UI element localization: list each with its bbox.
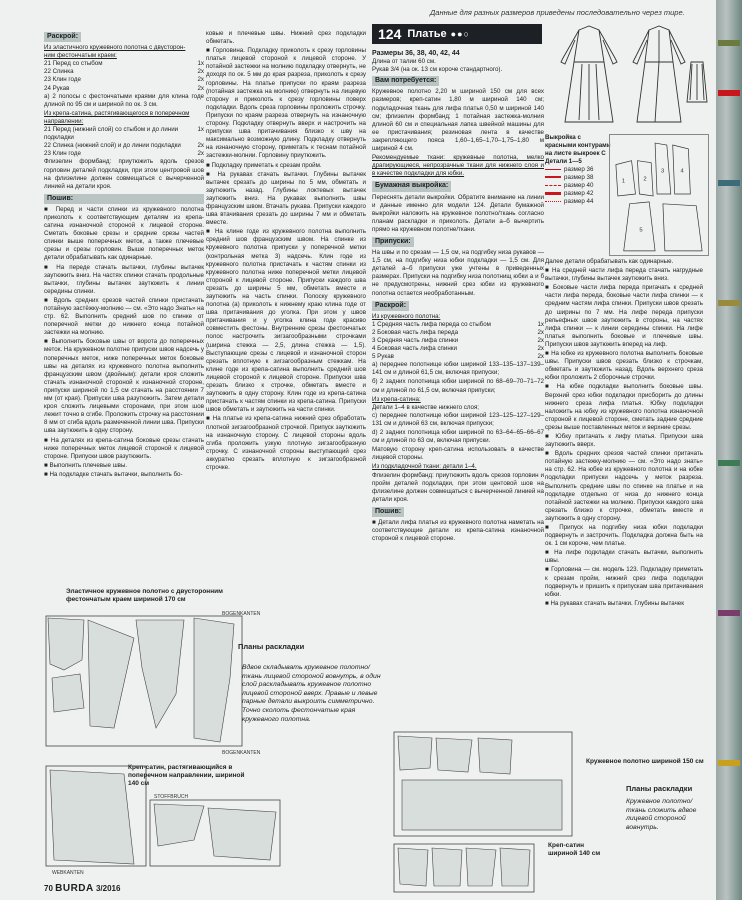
piece-row: 4 Боковая часть лифа спинки 2x [372, 345, 544, 353]
cut-c: с) переднее полотнище юбки шириной 123–125–127–129–131 см и длиной 63 см, включая припуски; [372, 411, 544, 427]
recommended-fabrics: Рекомендуемые ткани: кружевные полотна, мелко драпирующиеся, непрозрачные ткани для нижнего слоя и в качестве подкладки для юбки. [372, 154, 544, 178]
sewing-step: ■ Горловина — см. модель 123. Подкладку приметать к срезам пройм, нижний срез лифа подкладки подвернуть и пришить к припускам шва притачивания юбки. [545, 566, 703, 598]
legend-parts: Детали 1—5 [545, 158, 582, 165]
legend-title: Выкройка с красными контурами на листе выкроек С [545, 134, 611, 157]
issue-number: 3/2016 [95, 884, 121, 893]
legend-size-36: размер 36 [545, 166, 611, 174]
flizelin-note: Флизелин формбанд: приутюжить вдоль срезов горловин и пройм деталей подкладки, при этом центовой шов на флизелине должен совмещаться с вычерченной линией на детали кроя. [372, 471, 544, 503]
bogen-label-bottom: BOGENKANTEN [222, 750, 261, 756]
piece-row: 23 Клин годе 2x [44, 150, 204, 158]
length-line: Длина от талии 60 см. [372, 58, 436, 66]
plans-note-2: Кружевное полотно/ ткань сложить вдвое лицевой стороной вовнутрь. [626, 798, 697, 831]
section-pattern-heading: Бумажная выкройка: [372, 181, 451, 191]
piece-row: 21 Перед (нижний слой) со стыбом и до линии подкладки 1x [44, 126, 204, 142]
piece-row: 5 Рукав 2x [372, 353, 544, 361]
cut-b: б) 2 задних полотнища юбки шириной по 68–69–70–71–72 см и длиной по 61,5 см, включая припуски; [372, 378, 544, 394]
sewing-step: ■ Вдоль средних срезов частей спинки притачать потайную застежку-молнию — см. «Это надо знать» на стр. 62. На юбке из кружевного полотна и на юбке подкладки припуски надсечь у меток разреза. Выполнить средние швы по спинке на платье и на подкладке отдельно от низа до нижнего конца потайной застежки на молнию. Припуски каждого шва срезать близко к строчке, обметать вместе и заутюжить в одну сторону. [545, 450, 703, 522]
layout-plan-satin [44, 760, 284, 878]
sewing-step: ■ Юбку притачать к лифу платья. Припуски шва заутюжить вверх. [545, 432, 703, 449]
piece-row: 23 Клин годе 2x [44, 76, 204, 84]
satin-heading: Из крепа-сатина, растягивающегося в поперечном направлении: [44, 109, 190, 125]
sewing-step: ■ Выполнить плечевые швы. [44, 461, 128, 469]
sewing-step: ■ На средней части лифа переда стачать нагрудные вытачки, глубины вытачек заутюжить вниз. [545, 267, 703, 283]
section-allowances-heading: Припуски: [372, 237, 414, 247]
plans-note: Вдвое складывать кружевное полотно/ ткань лицевой стороной вовнутрь, в один слой раскладывать кружевное полотно лицевой стороной вверх. Правые и левые парные детали выкроить симметрично. Точно сколоть фестончатые края кружевного полотна. [242, 664, 381, 723]
svg-text:4: 4 [680, 168, 684, 175]
cutting-lace-line-1: Из эластичного кружевного полотна с двусторон- [44, 44, 186, 52]
bogen-label-top: BOGENKANTEN [222, 611, 261, 617]
dress-sketch [549, 22, 709, 132]
stoff-label: STOFFBRUCH [154, 794, 189, 800]
sewing-step: ■ На рукавах стачать вытачки. Глубины вытачек [545, 599, 684, 607]
model-title-bar [372, 24, 542, 44]
column-3 [372, 50, 544, 544]
sewing-step: ■ На деталях из крепа-сатина боковые срезы стачать ниже поперечных меток лицевой стороной к лицевой стороне. Припуски швов разутюжить. [44, 436, 204, 460]
section-sewing-heading: Пошив: [372, 507, 404, 517]
plans-title: Планы раскладки [238, 642, 305, 651]
sizes-line: Размеры 36, 38, 40, 42, 44 [372, 50, 460, 57]
satin-sub: Из крепа-сатина: [372, 395, 421, 403]
cutting-lace-line-2: ним фестончатым краем: [44, 52, 117, 60]
svg-text:1: 1 [621, 178, 626, 185]
difficulty-dots: ●●○ [450, 29, 470, 39]
legend-size-42: размер 42 [545, 190, 611, 198]
pattern-pieces-diagram [609, 134, 709, 256]
cut-d: d) 2 задних полотнища юбки шириной по 63–64–65–66–67 см и длиной по 63 см, включая припуски. [372, 429, 544, 445]
strip-note: а) 2 полосы с фестончатыми краями для клина годе длиной по 95 см и шириной по ок. 3 см. [44, 92, 204, 108]
page-number: 70 [44, 884, 53, 893]
column-2 [206, 30, 366, 473]
lining-sub: Из подкладочной ткани: детали 1–4. [372, 463, 477, 471]
materials-text: Кружевное полотно 2,20 м шириной 150 см для всех размеров; креп-сатин 1,80 м шириной 140 см; подкладочная ткань для лифа платья 0,50 м шириной 140 см; флизелин формбанд; 1 потайная застежка-молния длиной 60 см и специальная лапка швейной машины для ее пристачивания; резиновая лента в качестве закрепляющего пояса 1,60–1,65–1,70–1,75–1,80 м шириной 4 см. [372, 88, 544, 153]
legend-size-44: размер 44 [545, 198, 611, 206]
layout-plan-lace-150 [392, 728, 582, 840]
sewing-step: ковые и плечевые швы. Нижний срез подкладки обметать. [206, 30, 366, 46]
model-number: 124 [378, 26, 402, 42]
plan-satin-caption: Креп-сатин, растягивающийся в поперечном направлении, шириной 140 см [128, 764, 245, 787]
pattern-text: Переснять детали выкройки. Обратите внимание на линии и данные именно для модели 124. Детали бумажной выкройки наложить на кружевное полотно/ткань согласно планам раскладки и приколоть. Детали а–б вычертить прямо на кружевном полотне/ткани. [372, 193, 544, 233]
sewing-step: ■ На переде стачать вытачки, глубины вытачек заутюжить вниз. На частях спинки стачать продольные вытачки, глубины вытачек заутюжить к линии середины спинки. [44, 263, 204, 295]
piece-row: 22 Спинка (нижний слой) и до линии подкладки 2x [44, 142, 204, 150]
sleeve-line: Рукав 3/4 (на ок. 13 см короче стандартного). [372, 66, 503, 74]
section-materials-heading: Вам потребуется: [372, 76, 439, 86]
svg-text:5: 5 [639, 227, 643, 234]
piece-row: 22 Спинка 2x [44, 68, 204, 76]
legend-size-38: размер 38 [545, 174, 611, 182]
svg-text:2: 2 [643, 176, 647, 183]
sewing-step: ■ Горловина. Подкладку приколоть к срезу горловины платья лицевой стороной к лицевой стороне. У потайной застежки на молнию подкладку отвернуть, не доходя по ок. 5 мм до края разреза, приколоть к срезу горловины. На платье припуски по краям разреза (потайная застежка на молнию) отвернуть на лицевую сторону и приколоть к срезу горловины поверх подкладки. Вдоль среза горловины проложить строчку. Припуски по краям разреза отвернуть на изнаночную сторону. Подкладку отвернуть вверх и настрочить на припуски шва притачивания близко к шву на максимально возможную длину. Подкладку отвернуть на изнаночную сторону, приметать к теснам потайной застежки-молнии. Горловину приутюжить. [206, 47, 366, 160]
column-4 [545, 258, 703, 609]
svg-text:3: 3 [660, 168, 665, 175]
piece-row: 2 Боковая часть лифа переда 2x [372, 328, 544, 336]
plans-title-2: Планы раскладки [626, 784, 693, 793]
plan3-caption: Кружевное полотно шириной 150 см [586, 758, 704, 765]
web-label: WEBKANTEN [52, 870, 84, 876]
cut-note: Матовую сторону креп-сатина использовать в качестве лицевой стороны. [372, 446, 544, 462]
header-note: Данные для разных размеров приведены последовательно через тире. [430, 8, 685, 17]
page-footer [44, 883, 120, 894]
model-name: Платье [407, 28, 447, 40]
legend-size-40: размер 40 [545, 182, 611, 190]
sewing-step: ■ Вдоль средних срезов частей спинки пристачать потайную застёжку-молнию — см. «Это надо Знать» на стр. 62. Выполнить средний шов по спинке от поперечной метки до нижнего конца потайной застежки на молнию. [44, 296, 204, 337]
piece-row: 1 Средняя часть лифа переда со стыбом 1x [372, 320, 544, 328]
satin-items: Детали 1–4 в качестве нижнего слоя; [372, 403, 480, 411]
column-1 [44, 30, 204, 480]
sewing-step: ■ На юбке подкладки выполнить боковые швы. Верхний срез юбки подкладки присборить до длины нижнего среза лифа платья. Юбку подкладки наложить на юбку из кружевного полотна изнаночной стороной к лицевой стороне, сметать задние средние срезы выше поставленных меток и верхние срезы. [545, 383, 703, 431]
sewing-step: ■ Подкладку приметать к срезам пройм. [206, 161, 322, 169]
sewing-step: ■ Припуск на подгибку низа юбки подкладки подвернуть и застрочить. Подкладка должна быть на ок. 1 см короче, чем платье. [545, 524, 703, 548]
sewing-step: ■ На рукавах стачать вытачки. Глубины вытачек вытачек срезать до ширины по 5 мм, обметать и заутюжить назад. Глубины локтевых вытачек заутюжить вниз. На рукавах выполнить швы французским швом. Втачать рукава. Припуски каждого шва втачивания срезать до ширины 7 мм и обметать вместе. [206, 170, 366, 227]
magazine-brand: BURDA [55, 883, 94, 894]
sewing-step: ■ Перед и части спинки из кружевного полотна приколоть к соответствующим деталям из крепа-сатина изнаночной стороной к лицевой стороне. Сметать боковые срезы и средние срезы частей спинки выше поперечных меток, а также плечевые срезы и срезы горловин. Выше поперечных меток детали обрабатывать как одинарные. [44, 205, 204, 262]
piece-row: 3 Средняя часть лифа спинки 2x [372, 337, 544, 344]
sewing-step: ■ На юбке из кружевного полотна выполнить боковые швы. Припуски швов срезать близко к строчкам, обметать и заутюжить назад. Вдоль верхнего среза юбки проложить 2 сборочные строчки. [545, 350, 703, 382]
sewing-step: ■ На лифе подкладки стачать вытачки, выполнить швы. [545, 549, 703, 565]
sewing-step: ■ На подкладке стачать вытачки, выполнить бо- [44, 470, 183, 478]
pattern-legend [545, 134, 611, 254]
sewing-step: ■ Боковые части лифа переда пригачать к средней части лифа переда, боковые части лифа спинки — к средним частям лифа спинки. Припуски швов срезать до ширины по 7 мм. На лифе переда припуски рельефных швов заутюжить в стороны, на частях лифа спинки — к линии середины спинки. На лифе платья выполнить боковые и плечевые швы. Припуски швов заутюжить вперед на лиф. [545, 284, 703, 348]
plan-lace-caption: Эластичное кружевное полотно с двусторонним фестончатым краем шириной 170 см [66, 588, 223, 603]
flizelin-note: Флизелин формбанд: приутюжить вдоль срезов горловин деталей подкладки, при этом центровой шов на флизелине должен совмещаться с вычерченной линией на детали кроя. [44, 158, 204, 190]
sewing-step: Далее детали обрабатывать как одинарные. [545, 258, 674, 265]
sewing-step: ■ На платье из крепа-сатина нижний срез обработать плотной зигзагообразной строчкой. Припуск заутюжить на изнаночную сторону. С лицевой стороны вдоль сгиба проложить узкую плотную зигзагообразную строчку. С изнаночной стороны выступающий срез аккуратно срезать вплотную к зигзагообразной строчке. [206, 415, 366, 471]
section-cutting-heading: Раскрой: [372, 301, 409, 311]
sewing-step: ■ На клине годе из кружевного полотна выполнить средний шов французским швом. На спинке из кружевного полотна припуски у поперечной метки (контрольная метка 3) надсечь. Клин годе из кружевного полотна пристачать к частям спинки из кружевного полотна ниже поперечной метки лицевой стороной к лицевой стороне. Припуски каждого шва срезать до ширины 5 мм, обметать вместе и заутюжить на часть спинки. Полоску кружевного полотна (а) приколоть к нижнему краю клина годе от шва притачивания до уголка. При этом у швов притачивания и у уголка клина годе красиво совместить фестоны. Внутренние срезы фестончатых полос настрочить зигзагообразными строчками (ширина стежка — 2,5, длина стежка — 1,5). Выступающие срезы с лицевой и изнаночной сторон срезать вплотную к зигзагообразным стежкам. На клине годе из крепа-сатина выполнить средний шов лицевой стороной к лицевой стороне. Припуски шва срезать близко к строчке, обметать вместе и заутюжить в одну сторону. Клин годе из крепа-сатина пристачать к частям спинки из крепа-сатина. Припуски швов обметать и заутюжить на части спинки. [206, 228, 366, 414]
piece-row: 24 Рукав 2x [44, 84, 204, 92]
plan4-caption: Креп-сатин шириной 140 см [548, 842, 601, 857]
next-page-edge [716, 0, 742, 900]
cut-a: а) переднее полотнище юбки шириной 133–135–137–139–141 см и длиной 61,5 см, включая припуски; [372, 361, 544, 377]
section-sewing-heading: Пошив: [44, 194, 204, 204]
allowances-text: На швы и по срезам — 1,5 см, на подгибку низа рукавов — 1,5 см, на подгибку низа юбки подкладки — 1,5 см. Для деталей а–б припуски уже учтены в приведенных размерах. Припуски на подгибку низа полотнищ юбки а и б не предусмотрены, нижний срез юбки из кружевного полотна остается необработанным. [372, 249, 544, 297]
section-cutting-heading: Раскрой: [44, 32, 81, 42]
piece-row: 21 Перед со стыбом 1x [44, 60, 204, 68]
sewing-step: ■ Детали лифа платья из кружевного полотна наметать на соответствующие детали из крепа-сатина изнаночной стороной к лицевой стороне. [372, 518, 544, 543]
cutting-sub: Из кружевного полотна: [372, 312, 441, 320]
sewing-step: ■ Выполнить боковые швы от ворота до поперечных меток. На кружевном полотне припуски швов надсечь у поперечных меток, ниже поперечных меток боковые швы на деталях из кружевного полотна выполнить французским швом (двойным): детали кроя сложить стачать изнаночной стороной к изнаночной стороне, припуски шириной по 1,5 см стачать на расстоянии 7 мм (от края). Припуски шва разутюжить. Затем детали кроя сложить лицевыми сторонами, при этом шов лежит точно в сгибе. Проложить строчку на расстоянии 8 мм от сгиба вдоль размеченной линии шва. Припуски шва заутюжить в одну сторону. [44, 338, 204, 435]
